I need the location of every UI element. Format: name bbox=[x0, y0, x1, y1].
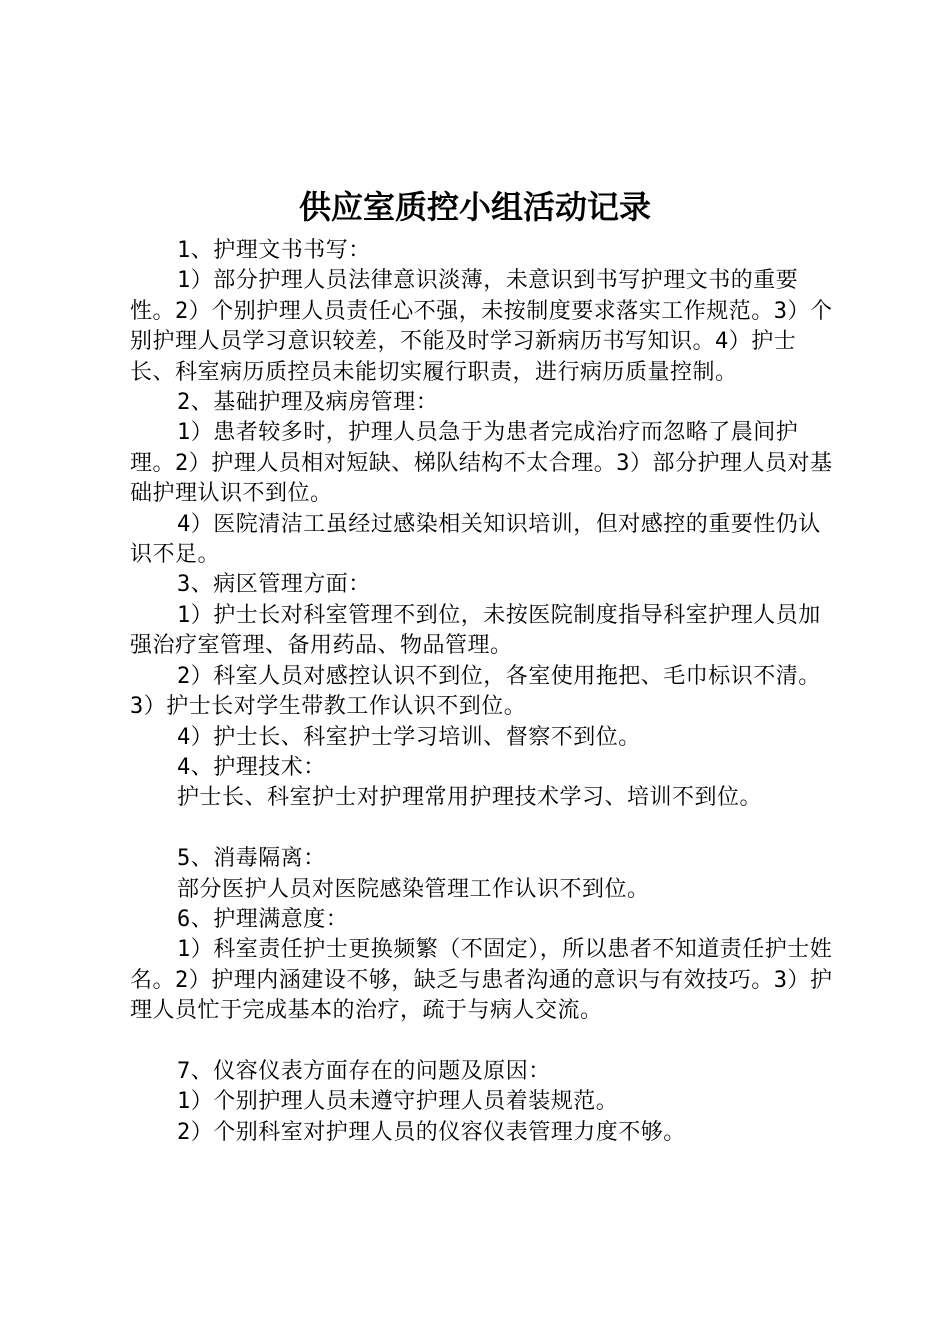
paragraph: 部分医护人员对医院感染管理工作认识不到位。 bbox=[177, 876, 650, 902]
paragraph: 1）个别护理人员未遵守护理人员着装规范。 bbox=[177, 1089, 619, 1115]
paragraph: 1）部分护理人员法律意识淡薄，未意识到书写护理文书的重要性。2）个别护理人员责任心不强，未按制度要求落实工作规范。3）个别护理人员学习意识较差，不能及时学习新病历书写知识。4）护士长、科室病历质控员未能切实履行职责，进行病历质量控制。 bbox=[130, 268, 833, 385]
document-title: 供应室质控小组活动记录 bbox=[298, 188, 651, 226]
paragraph: 4）护士长、科室护士学习培训、督察不到位。 bbox=[177, 724, 641, 750]
section-heading-6: 6、护理满意度： bbox=[177, 906, 349, 932]
paragraph: 1）患者较多时，护理人员急于为患者完成治疗而忽略了晨间护理。2）护理人员相对短缺、梯队结构不太合理。3）部分护理人员对基础护理认识不到位。 bbox=[130, 420, 833, 507]
section-heading-4: 4、护理技术： bbox=[177, 754, 326, 780]
paragraph: 2）科室人员对感控认识不到位，各室使用拖把、毛巾标识不清。3）护士长对学生带教工作认识不到位。 bbox=[130, 663, 821, 720]
section-heading-5: 5、消毒隔离： bbox=[177, 846, 326, 872]
section-heading-1: 1、护理文书书写： bbox=[177, 238, 371, 263]
blank-line bbox=[130, 1027, 835, 1057]
blank-line bbox=[130, 814, 835, 844]
paragraph: 2）个别科室对护理人员的仪容仪表管理力度不够。 bbox=[177, 1119, 686, 1145]
paragraph: 1）护士长对科室管理不到位，未按医院制度指导科室护理人员加强治疗室管理、备用药品、物品管理。 bbox=[130, 602, 821, 659]
document-body bbox=[130, 236, 835, 1148]
section-heading-2: 2、基础护理及病房管理： bbox=[177, 390, 439, 416]
paragraph: 1）科室责任护士更换频繁（不固定），所以患者不知道责任护士姓名。2）护理内涵建设不够，缺乏与患者沟通的意识与有效技巧。3）护理人员忙于完成基本的治疗，疏于与病人交流。 bbox=[130, 937, 833, 1024]
section-heading-7: 7、仪容仪表方面存在的问题及原因： bbox=[177, 1058, 551, 1084]
paragraph: 4）医院清洁工虽经过感染相关知识培训，但对感控的重要性仍认识不足。 bbox=[130, 511, 821, 568]
paragraph: 护士长、科室护士对护理常用护理技术学习、培训不到位。 bbox=[177, 785, 763, 811]
section-heading-3: 3、病区管理方面： bbox=[177, 572, 371, 598]
